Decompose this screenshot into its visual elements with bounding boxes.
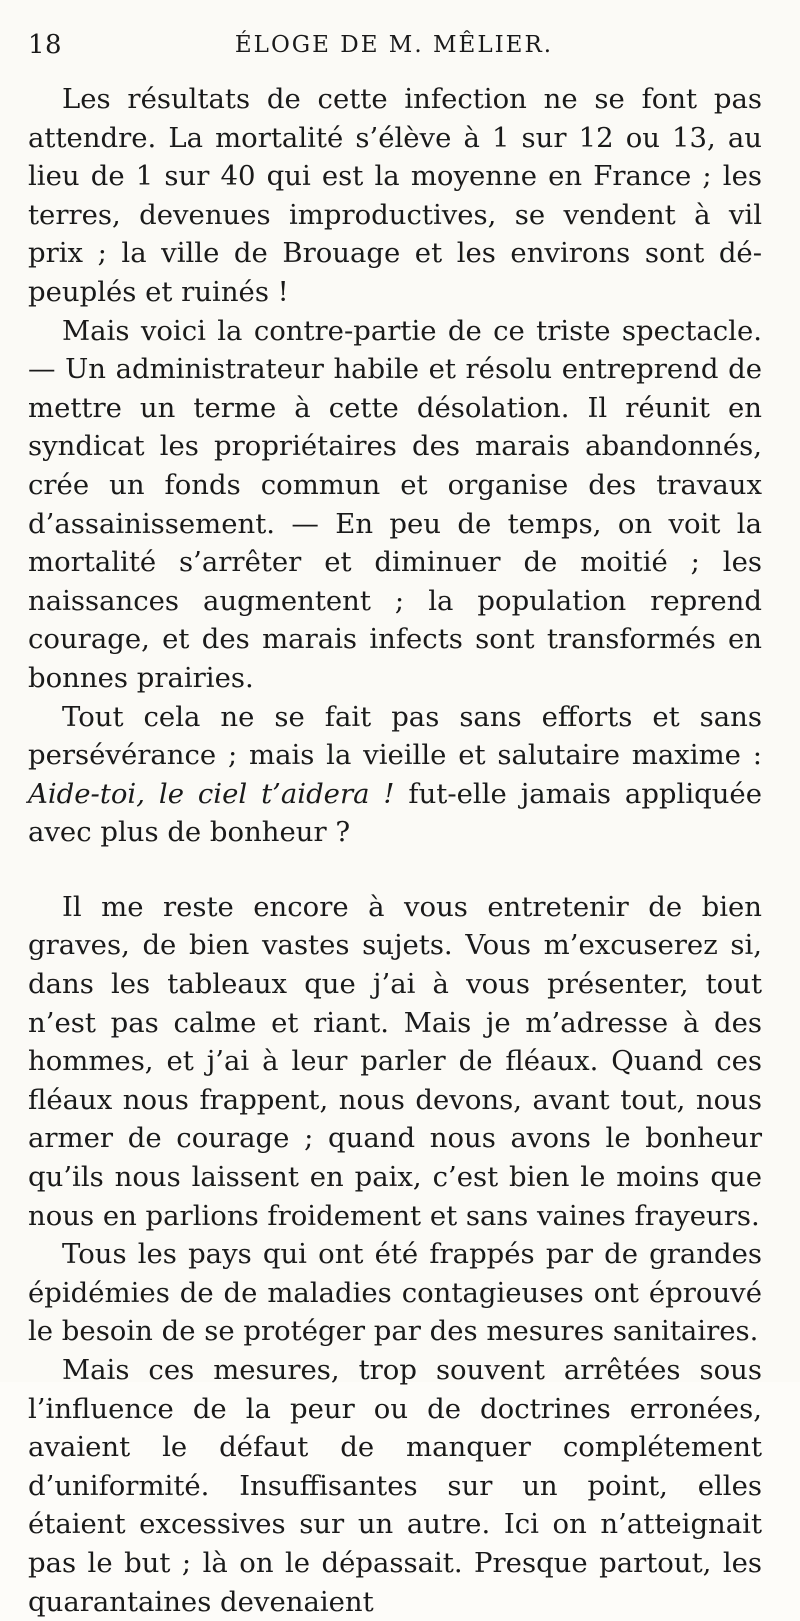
running-title: ÉLOGE DE M. MÊLIER. bbox=[234, 32, 554, 58]
page-body bbox=[28, 80, 762, 1621]
paragraph bbox=[28, 698, 762, 852]
page-number: 18 bbox=[28, 30, 63, 60]
section-break bbox=[28, 852, 762, 888]
paragraph: Mais ces mesures, trop souvent arrêtées sous l’influence de la peur ou de doctrines erronées, avaient le défaut de manquer complétement d’uniformité. Insuffisantes sur un point, elles étaient excessives sur un autre. Ici on n’atteignait pas le but ; là on le dépassait. Presque partout, les quarantaines devenaient bbox=[28, 1354, 762, 1618]
paragraph-text: Tout cela ne se fait pas sans efforts et sans persévérance ; mais la vieille et salutaire maxime : bbox=[28, 700, 762, 772]
page-header bbox=[28, 30, 760, 70]
italic-maxim: Aide-toi, le ciel t’aidera ! bbox=[28, 777, 395, 810]
paragraph: Les résultats de cette infection ne se font pas attendre. La mortalité s’élève à 1 sur 12 ou 13, au lieu de 1 sur 40 qui est la moyenne en France ; les terres, devenues improductives, se vendent à vil prix ; la ville de Brouage et les environs sont dépeuplés et ruinés ! bbox=[28, 83, 762, 308]
paragraph: Mais voici la contre-partie de ce triste spectacle. — Un administrateur habile et résolu entreprend de mettre un terme à cette désolation. Il réunit en syndicat les propriétaires des marais abandonnés, crée un fonds commun et organise des travaux d’assainissement. — En peu de temps, on voit la mortalité s’arrêter et diminuer de moitié ; les naissances augmentent ; la population reprend courage, et des marais infects sont transformés en bonnes prairies. bbox=[28, 314, 762, 694]
paragraph: Tous les pays qui ont été frappés par de grandes épidémies de de maladies contagieuses ont éprouvé le besoin de se protéger par des mesures sanitaires. bbox=[28, 1238, 762, 1348]
paragraph: Il me reste encore à vous entretenir de bien graves, de bien vastes sujets. Vous m’excuserez si, dans les tableaux que j’ai à vous présenter, tout n’est pas calme et riant. Mais je m’adresse à des hommes, et j’ai à leur parler de fléaux. Quand ces fléaux nous frappent, nous devons, avant tout, nous armer de courage ; quand nous avons le bonheur qu’ils nous laissent en paix, c’est bien le moins que nous en parlions froidement et sans vaines frayeurs. bbox=[28, 890, 762, 1232]
paragraph-text: fut-elle jamais appliquée avec plus de bonheur ? bbox=[28, 777, 762, 849]
